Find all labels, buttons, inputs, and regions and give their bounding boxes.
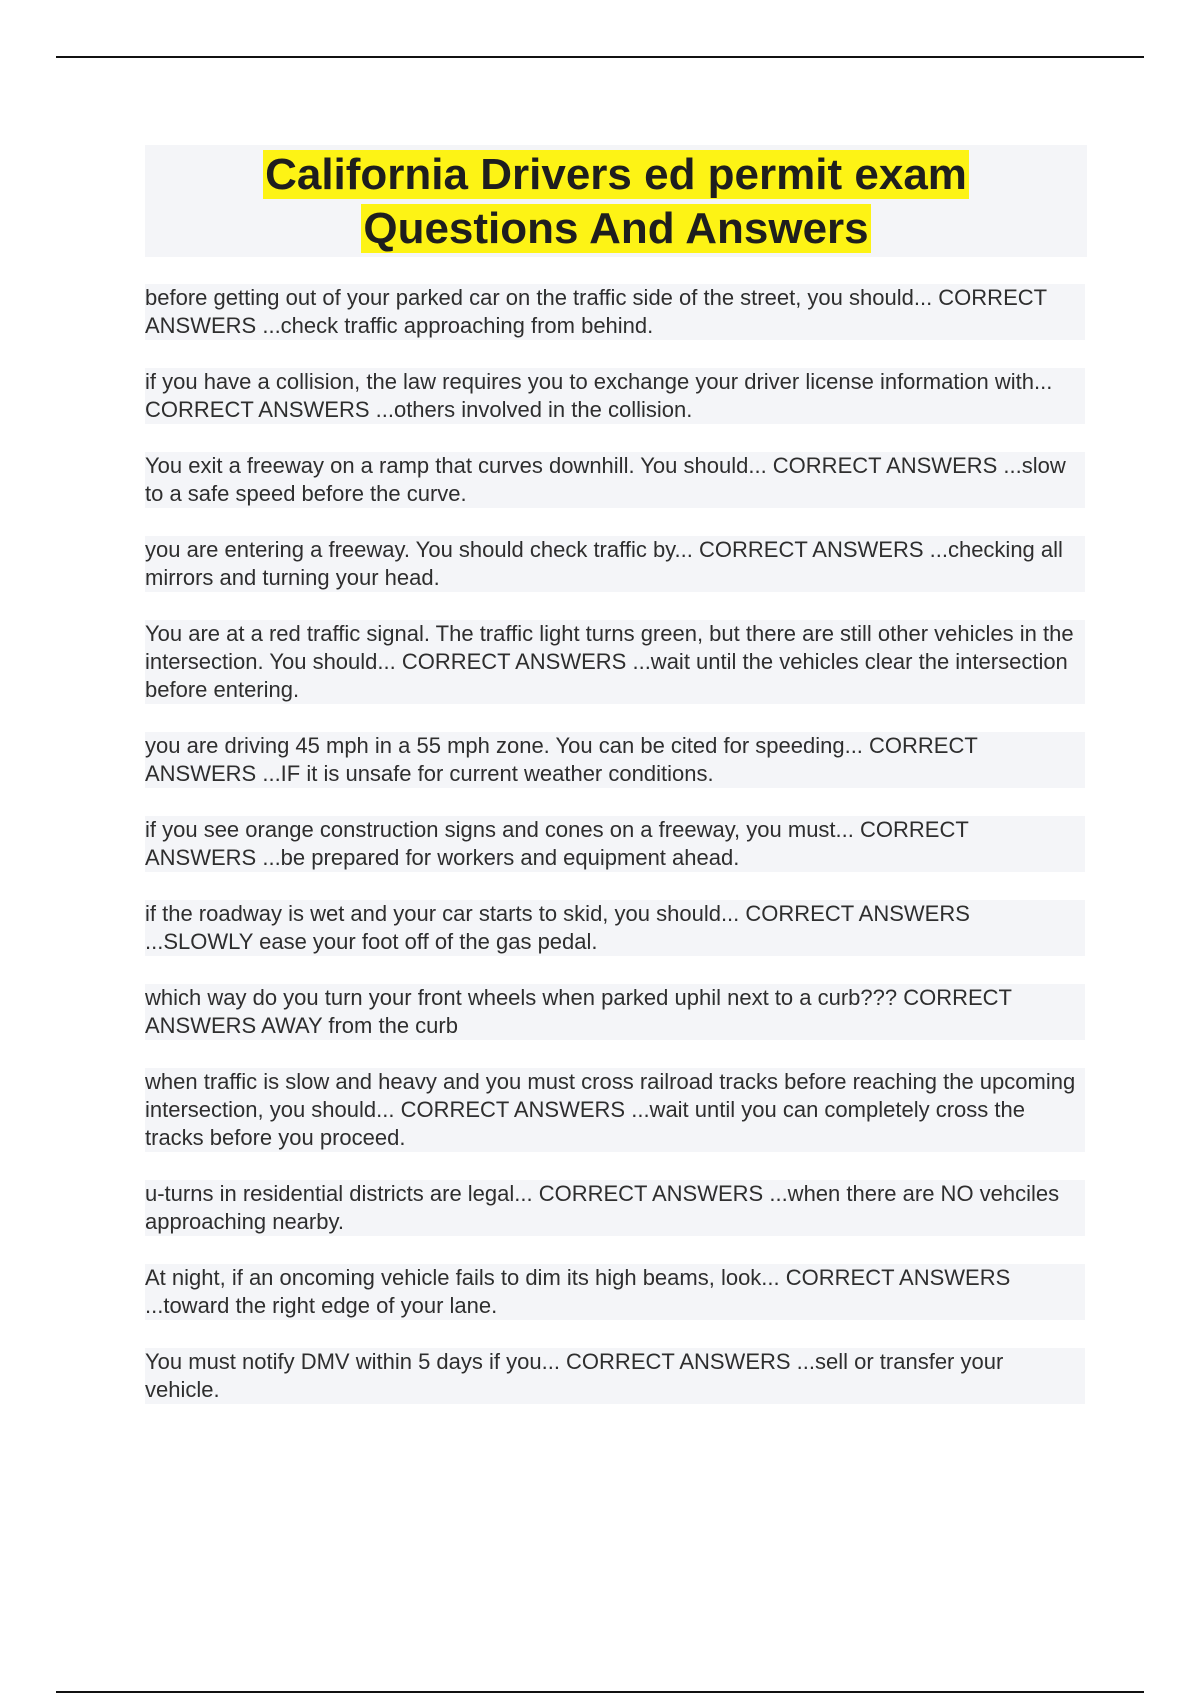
qa-text: when traffic is slow and heavy and you must cross railroad tracks before reaching the upcoming intersection, you should... CORRECT ANSWERS ...wait until you can completely cross the tracks before you proceed. [145,1068,1085,1152]
title-line-1 [145,148,1087,202]
qa-list [145,284,1085,1432]
title-highlight-1: California Drivers ed permit exam [265,150,967,199]
qa-item [145,284,1085,340]
qa-item [145,1068,1085,1152]
qa-text: you are entering a freeway. You should check traffic by... CORRECT ANSWERS ...checking all mirrors and turning your head. [145,536,1085,592]
qa-item [145,1348,1085,1404]
title-highlight-2: Questions And Answers [363,204,869,253]
qa-item [145,620,1085,704]
title-line-2 [145,202,1087,256]
qa-text: You exit a freeway on a ramp that curves downhill. You should... CORRECT ANSWERS ...slow to a safe speed before the curve. [145,452,1085,508]
qa-item [145,900,1085,956]
qa-text: if you have a collision, the law requires you to exchange your driver license information with... CORRECT ANSWERS ...others involved in the collision. [145,368,1085,424]
qa-text: At night, if an oncoming vehicle fails to dim its high beams, look... CORRECT ANSWERS ...toward the right edge of your lane. [145,1264,1085,1320]
title-block [145,145,1087,257]
qa-item [145,984,1085,1040]
qa-text: if the roadway is wet and your car starts to skid, you should... CORRECT ANSWERS ...SLOWLY ease your foot off of the gas pedal. [145,900,1085,956]
qa-text: you are driving 45 mph in a 55 mph zone. You can be cited for speeding... CORRECT ANSWERS ...IF it is unsafe for current weather conditions. [145,732,1085,788]
qa-item [145,536,1085,592]
qa-text: if you see orange construction signs and cones on a freeway, you must... CORRECT ANSWERS ...be prepared for workers and equipment ahead. [145,816,1085,872]
qa-item [145,732,1085,788]
qa-text: You are at a red traffic signal. The traffic light turns green, but there are still other vehicles in the intersection. You should... CORRECT ANSWERS ...wait until the vehicles clear the intersection before entering. [145,620,1085,704]
qa-item [145,1180,1085,1236]
qa-text: u-turns in residential districts are legal... CORRECT ANSWERS ...when there are NO vehciles approaching nearby. [145,1180,1085,1236]
header-rule [56,56,1144,58]
qa-item [145,452,1085,508]
qa-text: before getting out of your parked car on the traffic side of the street, you should... CORRECT ANSWERS ...check traffic approaching from behind. [145,284,1085,340]
qa-text: You must notify DMV within 5 days if you... CORRECT ANSWERS ...sell or transfer your vehicle. [145,1348,1085,1404]
qa-text: which way do you turn your front wheels when parked uphil next to a curb??? CORRECT ANSWERS AWAY from the curb [145,984,1085,1040]
qa-item [145,368,1085,424]
qa-item [145,1264,1085,1320]
qa-item [145,816,1085,872]
footer-rule [56,1691,1144,1693]
